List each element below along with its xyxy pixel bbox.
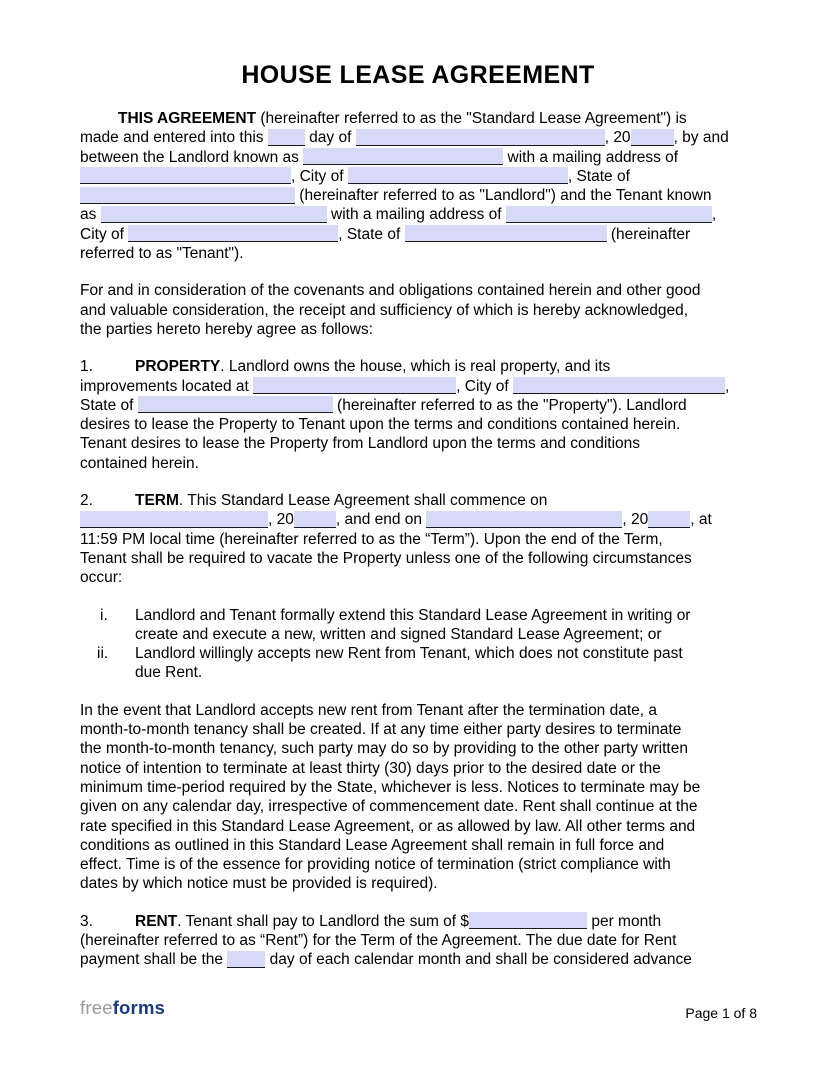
fill-in-blank-field[interactable] xyxy=(294,511,336,528)
text-run: State of xyxy=(80,396,138,414)
document-line xyxy=(80,510,756,529)
text-run: referred to as "Tenant"). xyxy=(80,245,244,263)
text-run: dates by which notice must be provided is required). xyxy=(80,875,438,893)
text-run: For and in consideration of the covenants and obligations contained herein and other good xyxy=(80,282,701,300)
text-run: , City of xyxy=(456,377,514,395)
fill-in-blank-field[interactable] xyxy=(80,187,295,204)
document-line xyxy=(80,606,756,625)
text-run: as xyxy=(80,206,101,224)
fill-in-blank-field[interactable] xyxy=(227,951,265,968)
fill-in-blank-field[interactable] xyxy=(506,206,712,223)
text-run: given on any calendar day, irrespective of commencement date. Rent shall continue at the xyxy=(80,798,698,816)
list-number: ii. xyxy=(97,645,109,663)
document-line xyxy=(80,644,756,663)
section-property xyxy=(80,357,756,473)
fill-in-blank-field[interactable] xyxy=(356,129,605,146)
document-body xyxy=(80,109,756,970)
list-number: 1. xyxy=(80,358,93,376)
text-run: , State of xyxy=(567,167,630,185)
list-number: 3. xyxy=(80,912,93,930)
text-run: rate specified in this Standard Lease Agreement, or as allowed by law. All other terms and xyxy=(80,817,696,835)
text-run: conditions as outlined in this Standard Lease Agreement shall remain in full force and xyxy=(80,836,665,854)
bold-text-run: RENT xyxy=(135,912,178,930)
document-line xyxy=(80,817,756,836)
text-run: create and execute a new, written and signed Standard Lease Agreement; or xyxy=(135,625,662,643)
text-run: . Landlord owns the house, which is real property, and its xyxy=(220,358,611,376)
fill-in-blank-field[interactable] xyxy=(469,912,587,929)
text-run: with a mailing address of xyxy=(503,148,679,166)
document-line xyxy=(80,396,756,415)
document-line xyxy=(80,357,756,376)
document-line xyxy=(80,912,756,931)
document-line xyxy=(80,415,756,434)
document-line xyxy=(80,491,756,510)
document-line xyxy=(80,301,756,320)
text-run: Tenant shall be required to vacate the Property unless one of the following circumstances xyxy=(80,549,692,567)
text-run: contained herein. xyxy=(80,454,199,472)
text-run: due Rent. xyxy=(135,664,203,682)
text-run: and valuable consideration, the receipt and sufficiency of which is hereby acknowledged, xyxy=(80,301,689,319)
document-line xyxy=(80,855,756,874)
text-run: day of xyxy=(304,129,356,147)
text-run: between the Landlord known as xyxy=(80,148,304,166)
text-run: 11:59 PM local time (hereinafter referred to as the “Term”). Upon the end of the Term, xyxy=(80,530,663,548)
document-line xyxy=(80,320,756,339)
document-line xyxy=(80,568,756,587)
text-run: , City of xyxy=(291,167,348,185)
document-line xyxy=(80,625,756,644)
text-run: improvements located at xyxy=(80,377,254,395)
text-run: . Tenant shall pay to Landlord the sum of $ xyxy=(177,912,470,930)
document-line xyxy=(80,931,756,950)
document-line xyxy=(80,663,756,682)
text-run: the month-to-month tenancy, such party may do so by providing to the other party written xyxy=(80,740,688,758)
text-run: . This Standard Lease Agreement shall commence on xyxy=(178,492,548,510)
list-number: i. xyxy=(100,606,108,624)
fill-in-blank-field[interactable] xyxy=(101,206,327,223)
text-run: , by and xyxy=(673,129,729,147)
document-line xyxy=(80,720,756,739)
text-run: month-to-month tenancy shall be created. If at any time either party desires to terminate xyxy=(80,721,682,739)
section-term xyxy=(80,491,756,587)
bold-text-run: PROPERTY xyxy=(135,358,221,376)
fill-in-blank-field[interactable] xyxy=(80,167,291,184)
page-number: Page 1 of 8 xyxy=(685,1005,757,1021)
document-line xyxy=(80,434,756,453)
fill-in-blank-field[interactable] xyxy=(648,511,690,528)
text-run: minimum time-period required by the State, whichever is less. Notices to terminate may be xyxy=(80,778,701,796)
text-run: (hereinafter xyxy=(606,225,691,243)
text-run: (hereinafter referred to as the "Property"). Landlord xyxy=(332,396,687,414)
document-line xyxy=(80,128,756,147)
text-run: , and end on xyxy=(335,511,427,529)
text-run: the parties hereto hereby agree as follows: xyxy=(80,320,373,338)
section-rent xyxy=(80,912,756,970)
text-run: City of xyxy=(80,225,129,243)
document-line xyxy=(80,701,756,720)
document-line xyxy=(80,530,756,549)
document-line xyxy=(80,759,756,778)
text-run: with a mailing address of xyxy=(326,206,506,224)
fill-in-blank-field[interactable] xyxy=(253,377,456,394)
document-line xyxy=(80,778,756,797)
bold-text-run: THIS AGREEMENT xyxy=(118,110,257,127)
lease-agreement-page xyxy=(80,61,756,970)
text-run: (hereinafter referred to as "Landlord") and the Tenant known xyxy=(295,187,712,205)
document-line xyxy=(80,797,756,816)
page-title: HOUSE LEASE AGREEMENT xyxy=(241,61,595,89)
consideration-paragraph xyxy=(80,281,756,339)
document-line xyxy=(80,874,756,893)
document-line xyxy=(80,739,756,758)
document-line xyxy=(80,148,756,167)
document-line xyxy=(80,186,756,205)
document-line xyxy=(80,225,756,244)
document-line xyxy=(80,281,756,300)
text-run: , at xyxy=(690,511,712,529)
fill-in-blank-field[interactable] xyxy=(631,129,674,146)
text-run: notice of intention to terminate at least thirty (30) days prior to the desired date or the xyxy=(80,759,661,777)
document-line xyxy=(80,549,756,568)
logo-free-text: free xyxy=(80,997,113,1018)
document-line xyxy=(80,205,756,224)
text-run: , 20 xyxy=(268,511,294,529)
text-run: occur: xyxy=(80,569,123,587)
text-run: payment shall be the xyxy=(80,951,228,969)
list-number: 2. xyxy=(80,492,93,510)
text-run: Tenant desires to lease the Property from Landlord upon the terms and conditions xyxy=(80,435,641,453)
text-run: , xyxy=(725,377,730,395)
text-run: , State of xyxy=(338,225,405,243)
fill-in-blank-field[interactable] xyxy=(426,511,622,528)
text-run: (hereinafter referred to as the "Standard Lease Agreement") is xyxy=(256,110,687,127)
bold-text-run: TERM xyxy=(135,492,179,510)
text-run: , 20 xyxy=(622,511,649,529)
text-run: In the event that Landlord accepts new rent from Tenant after the termination date, a xyxy=(80,701,658,719)
document-line xyxy=(80,950,756,969)
text-run: (hereinafter referred to as “Rent”) for the Term of the Agreement. The due date for Rent xyxy=(80,931,677,949)
text-run: , xyxy=(711,206,717,224)
document-line xyxy=(80,167,756,186)
document-line xyxy=(80,454,756,473)
document-line xyxy=(80,244,756,263)
document-line xyxy=(80,377,756,396)
fill-in-blank-field[interactable] xyxy=(80,511,268,528)
text-run: Landlord and Tenant formally extend this Standard Lease Agreement in writing or xyxy=(135,606,691,624)
document-line xyxy=(80,109,756,128)
fill-in-blank-field[interactable] xyxy=(128,225,338,242)
text-run: per month xyxy=(587,912,662,930)
document-line xyxy=(80,836,756,855)
freeforms-logo xyxy=(80,997,165,1019)
text-run: desires to lease the Property to Tenant upon the terms and conditions contained herein. xyxy=(80,416,681,434)
text-run: Landlord willingly accepts new Rent from Tenant, which does not constitute past xyxy=(135,645,683,663)
fill-in-blank-field[interactable] xyxy=(303,148,503,165)
term-conditions-list xyxy=(80,606,756,683)
fill-in-blank-field[interactable] xyxy=(513,377,725,394)
logo-forms-text: forms xyxy=(112,997,166,1018)
text-run: made and entered into this xyxy=(80,129,268,147)
text-run: , 20 xyxy=(604,129,631,147)
fill-in-blank-field[interactable] xyxy=(348,167,568,184)
text-run: day of each calendar month and shall be considered advance xyxy=(265,951,692,969)
month-to-month-paragraph xyxy=(80,701,756,894)
text-run: effect. Time is of the essence for providing notice of termination (strict compliance with xyxy=(80,856,671,874)
fill-in-blank-field[interactable] xyxy=(268,129,305,146)
fill-in-blank-field[interactable] xyxy=(405,225,607,242)
fill-in-blank-field[interactable] xyxy=(138,396,333,413)
intro-paragraph xyxy=(80,109,756,263)
